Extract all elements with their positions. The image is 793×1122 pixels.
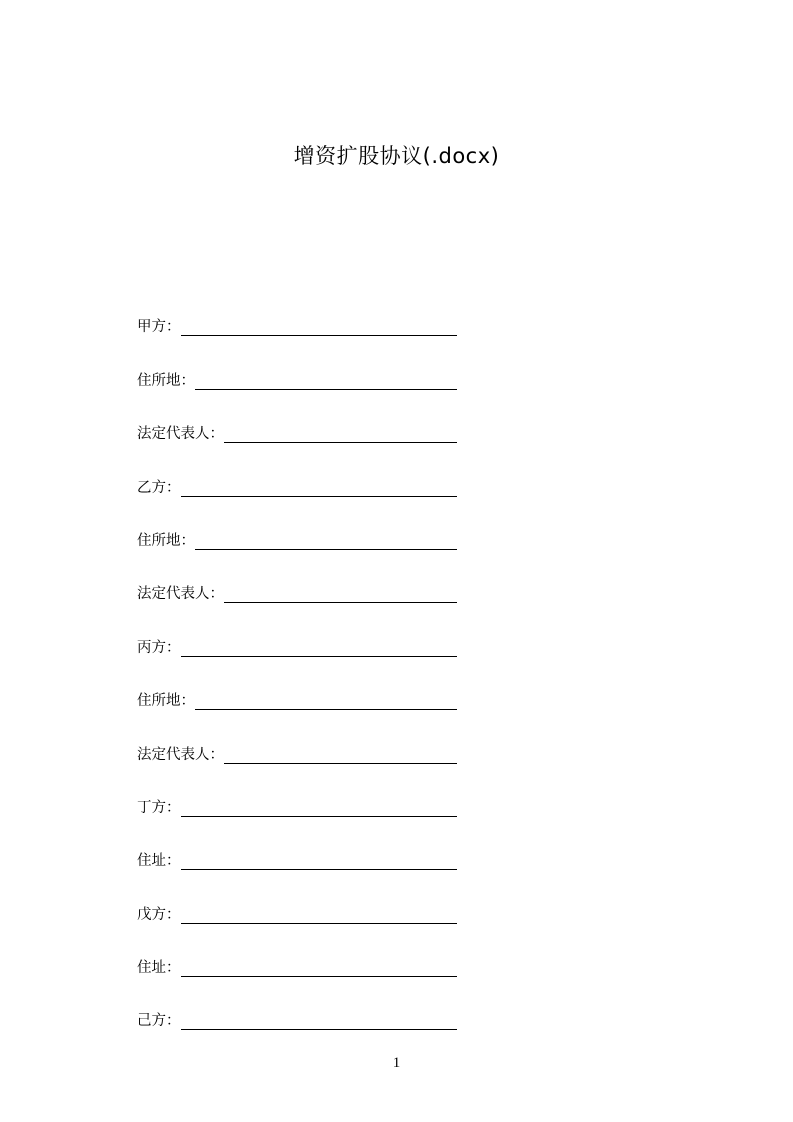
field-row-party-e — [137, 871, 457, 924]
document-title: 增资扩股协议(.docx) — [293, 144, 500, 168]
field-label: 戊方： — [137, 906, 181, 923]
field-label: 法定代表人： — [137, 586, 224, 603]
blank-line[interactable] — [224, 602, 457, 603]
field-label: 法定代表人： — [137, 746, 224, 763]
field-label: 住所地： — [137, 532, 195, 549]
field-label: 法定代表人： — [137, 426, 224, 443]
field-row-legal-rep — [137, 391, 457, 444]
field-row-party-d — [137, 765, 457, 818]
field-label: 丙方： — [137, 639, 181, 656]
field-label: 住址： — [137, 853, 181, 870]
field-row-address — [137, 337, 457, 390]
field-label: 乙方： — [137, 479, 181, 496]
blank-line[interactable] — [181, 496, 458, 497]
field-row-party-a — [137, 284, 457, 337]
blank-line[interactable] — [181, 1029, 458, 1030]
field-row-party-f — [137, 978, 457, 1031]
blank-line[interactable] — [224, 763, 457, 764]
field-row-address — [137, 658, 457, 711]
blank-line[interactable] — [181, 335, 458, 336]
field-label: 丁方： — [137, 799, 181, 816]
field-label: 甲方： — [137, 319, 181, 336]
blank-line[interactable] — [181, 976, 458, 977]
blank-line[interactable] — [195, 389, 457, 390]
field-row-legal-rep — [137, 551, 457, 604]
field-row-address — [137, 925, 457, 978]
page-number: 1 — [392, 1055, 401, 1071]
field-label: 住所地： — [137, 693, 195, 710]
blank-line[interactable] — [181, 869, 458, 870]
field-row-legal-rep — [137, 711, 457, 764]
field-row-address — [137, 818, 457, 871]
blank-line[interactable] — [181, 816, 458, 817]
field-label: 住址： — [137, 960, 181, 977]
field-row-address — [137, 498, 457, 551]
party-fields — [137, 284, 457, 1031]
field-row-party-c — [137, 604, 457, 657]
blank-line[interactable] — [195, 549, 457, 550]
blank-line[interactable] — [181, 656, 458, 657]
field-label: 住所地： — [137, 372, 195, 389]
field-row-party-b — [137, 444, 457, 497]
field-label: 己方： — [137, 1013, 181, 1030]
blank-line[interactable] — [181, 923, 458, 924]
blank-line[interactable] — [195, 709, 457, 710]
blank-line[interactable] — [224, 442, 457, 443]
